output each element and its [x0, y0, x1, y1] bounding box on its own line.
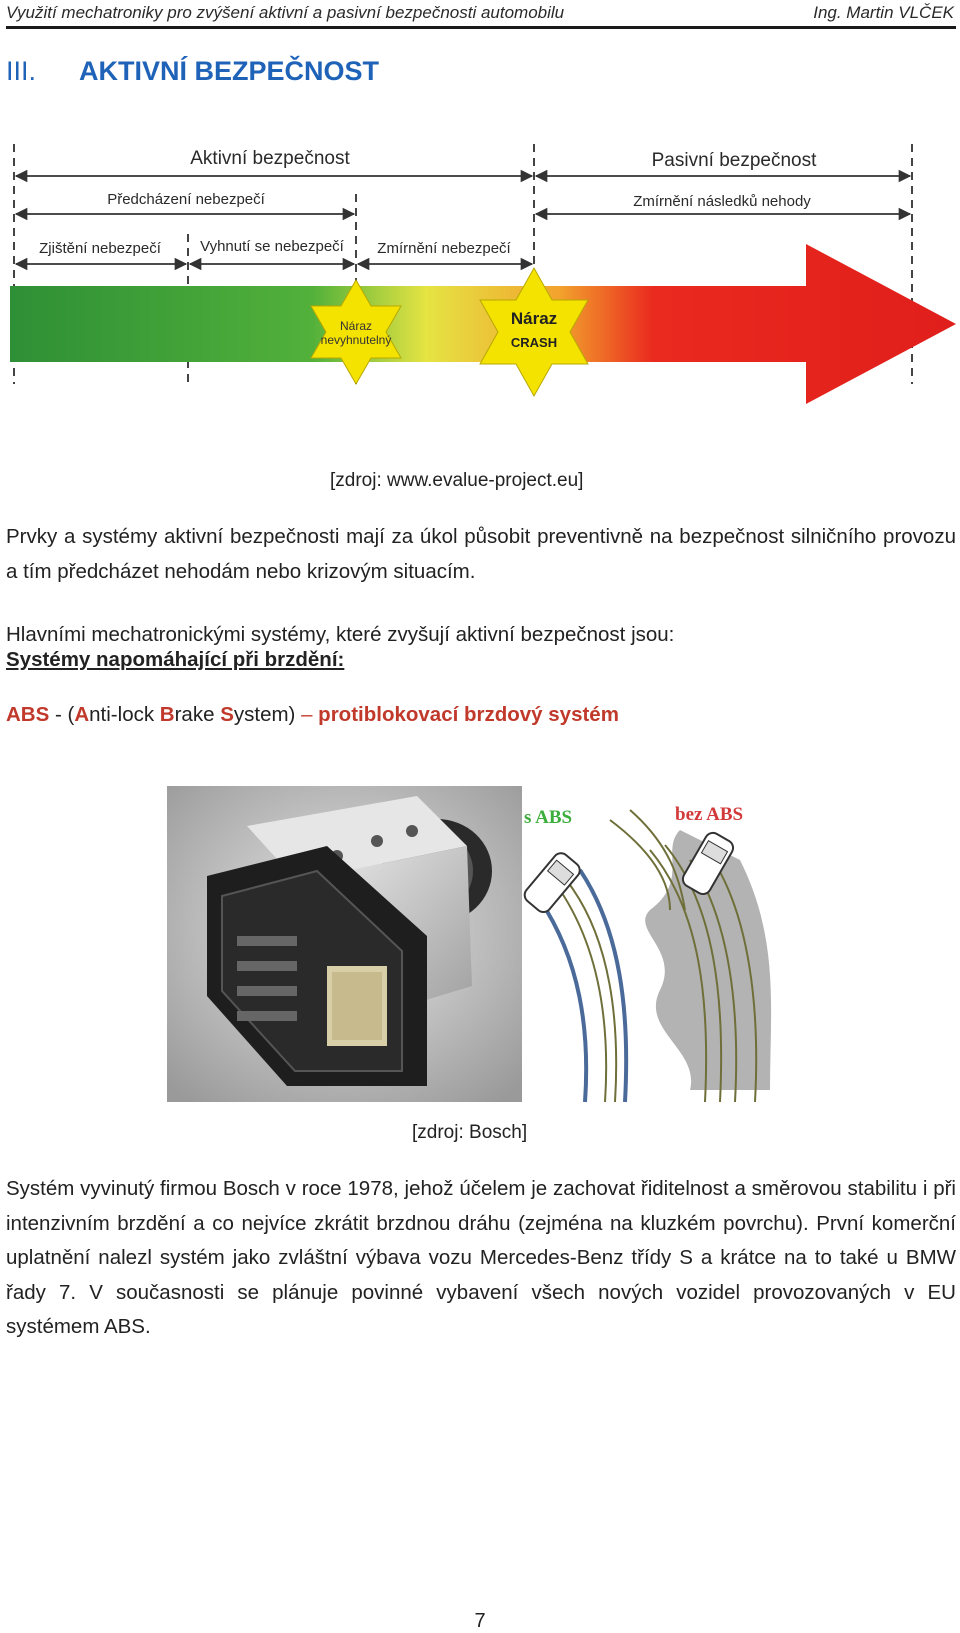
star1-line1: Náraz — [339, 319, 373, 333]
running-header — [6, 2, 956, 29]
abs-definition — [6, 703, 619, 727]
safety-timeline-diagram — [6, 134, 956, 434]
abs-dash: – — [301, 703, 313, 726]
abs-letter-a: A — [74, 703, 90, 726]
abs-abbr: ABS — [6, 703, 50, 726]
braking-systems-heading: Systémy napomáhající při brzdění: — [6, 648, 345, 671]
detect-danger-label: Zjištění nebezpečí — [39, 240, 161, 257]
chapter-heading — [6, 56, 379, 87]
car-with-abs-icon — [521, 850, 583, 915]
header-author: Ing. Martin VLČEK — [813, 3, 954, 22]
abs-unit-photo — [167, 786, 522, 1102]
source-bosch: [zdroj: Bosch] — [412, 1122, 528, 1143]
abs-sep: - ( — [49, 703, 75, 726]
page-number: 7 — [474, 1610, 486, 1632]
abs-word-a: nti-lock — [89, 703, 160, 726]
abs-letter-b: B — [159, 703, 175, 726]
abs-word-b: rake — [174, 703, 221, 726]
abs-skid-illustration — [524, 790, 800, 1102]
paragraph-intro: Prvky a systémy aktivní bezpečnosti mají za úkol působit preventivně na bezpečnost silničního provozu a tím předcházet nehodám nebo krizovým situacím. — [6, 525, 956, 583]
paragraph-systems: Hlavními mechatronickými systémy, které zvyšují aktivní bezpečnost jsou: — [6, 623, 675, 646]
paragraph-abs-history: Systém vyvinutý firmou Bosch v roce 1978, jehož účelem je zachovat řiditelnost a směrovou stabilitu i při intenzivním brzdění a co nejvíce zkrátit brzdnou dráhu (zejména na kluzkém povrchu). První komerční uplatnění nalezl systém jako zvláštní výbava vozu Mercedes-Benz třídy S a krátce na to také u BMW řady 7. V současnosti se plánuje povinné vybavení všech nových vozidel provozovaných v EU systémem ABS. — [6, 1177, 956, 1338]
abs-letter-s: S — [220, 703, 234, 726]
label-with-abs: s ABS — [524, 807, 573, 828]
avoid-danger-label: Vyhnutí se nebezpečí — [200, 238, 344, 255]
star1-line2: nevyhnutelný — [320, 333, 392, 347]
mitigation-label: Zmírnění následků nehody — [633, 193, 811, 210]
star2-line2: CRASH — [510, 335, 558, 350]
reduce-danger-label: Zmírnění nebezpečí — [377, 240, 511, 257]
chapter-title: AKTIVNÍ BEZPEČNOST — [79, 56, 380, 86]
abs-word-s: ystem) — [233, 703, 302, 726]
source-evalue: [zdroj: www.evalue-project.eu] — [330, 470, 584, 491]
chapter-number: III. — [6, 56, 37, 86]
timeline-arrow — [10, 244, 956, 404]
abs-description: protiblokovací brzdový systém — [312, 703, 619, 726]
star2-line1: Náraz — [510, 309, 558, 328]
header-title: Využití mechatroniky pro zvýšení aktivní a pasivní bezpečnosti automobilu — [6, 3, 565, 22]
label-without-abs: bez ABS — [675, 804, 744, 825]
prevention-label: Předcházení nebezpečí — [107, 191, 265, 208]
passive-safety-label: Pasivní bezpečnost — [651, 150, 817, 171]
active-safety-label: Aktivní bezpečnost — [190, 148, 350, 169]
